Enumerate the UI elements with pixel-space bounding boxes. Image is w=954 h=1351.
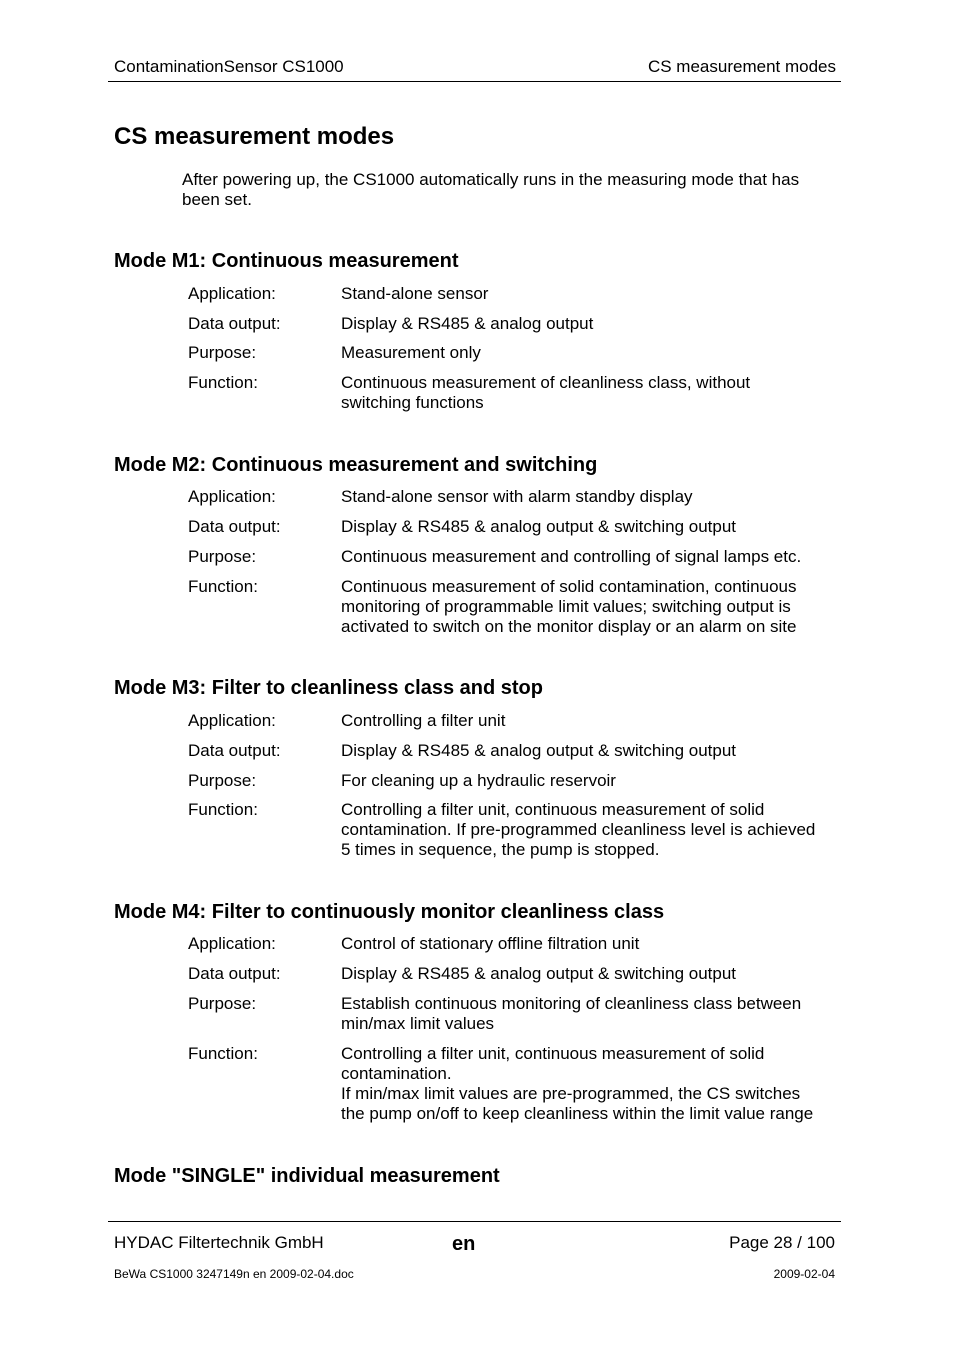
footer-page-number: Page 28 / 100 (729, 1233, 835, 1252)
footer-date: 2009-02-04 (773, 1267, 835, 1281)
row-key: Function: (188, 800, 258, 819)
mode-m4-heading: Mode M4: Filter to continuously monitor cleanliness class (114, 901, 665, 923)
row-key: Application: (188, 487, 276, 506)
row-key: Data output: (188, 314, 281, 333)
row-key: Application: (188, 284, 276, 303)
row-value: Controlling a filter unit, continuous measurement of solid contamination. If min/max limit values are pre-programmed, the CS switches the pump on/off to keep cleanliness within the limit value range (341, 1044, 814, 1123)
row-value: Establish continuous monitoring of cleanliness class between min/max limit values (341, 994, 802, 1033)
mode-m2-heading: Mode M2: Continuous measurement and switching (114, 454, 598, 476)
row-key: Purpose: (188, 994, 257, 1013)
row-key: Purpose: (188, 771, 257, 790)
row-value: Control of stationary offline filtration unit (341, 934, 640, 953)
row-key: Application: (188, 934, 276, 953)
row-key: Function: (188, 577, 258, 596)
row-key: Data output: (188, 517, 281, 536)
row-key: Application: (188, 711, 276, 730)
row-value: Controlling a filter unit, continuous measurement of solid contamination. If pre-programmed cleanliness level is achieved 5 times in sequence, the pump is stopped. (341, 800, 816, 859)
row-value: Controlling a filter unit (341, 711, 506, 730)
row-key: Purpose: (188, 547, 257, 566)
page-header (114, 57, 836, 79)
row-value: Continuous measurement and controlling of signal lamps etc. (341, 547, 802, 566)
row-value: Stand-alone sensor with alarm standby display (341, 487, 693, 506)
intro-paragraph: After powering up, the CS1000 automatically runs in the measuring mode that has been set. (182, 170, 800, 209)
header-divider (108, 81, 841, 82)
row-key: Function: (188, 373, 258, 392)
row-value: For cleaning up a hydraulic reservoir (341, 771, 616, 790)
header-product: ContaminationSensor CS1000 (114, 57, 344, 76)
mode-m3-heading: Mode M3: Filter to cleanliness class and stop (114, 677, 543, 699)
row-value: Continuous measurement of cleanliness class, without switching functions (341, 373, 751, 412)
row-key: Data output: (188, 964, 281, 983)
row-value: Display & RS485 & analog output & switching output (341, 741, 737, 760)
mode-single-heading: Mode "SINGLE" individual measurement (114, 1165, 500, 1187)
mode-m1-heading: Mode M1: Continuous measurement (114, 250, 459, 272)
footer-divider (108, 1221, 841, 1222)
footer-language: en (452, 1233, 476, 1255)
row-value: Display & RS485 & analog output & switching output (341, 964, 737, 983)
page-title: CS measurement modes (114, 123, 395, 150)
row-key: Purpose: (188, 343, 257, 362)
row-value: Measurement only (341, 343, 481, 362)
row-value: Continuous measurement of solid contamination, continuous monitoring of programmable limit values; switching output is activated to switch on the monitor display or an alarm on site (341, 577, 797, 636)
row-value: Stand-alone sensor (341, 284, 489, 303)
row-key: Data output: (188, 741, 281, 760)
row-value: Display & RS485 & analog output & switching output (341, 517, 737, 536)
footer-document-name: BeWa CS1000 3247149n en 2009-02-04.doc (114, 1267, 354, 1281)
row-key: Function: (188, 1044, 258, 1063)
header-section: CS measurement modes (647, 57, 836, 76)
row-value: Display & RS485 & analog output (341, 314, 594, 333)
footer-company: HYDAC Filtertechnik GmbH (114, 1233, 324, 1252)
